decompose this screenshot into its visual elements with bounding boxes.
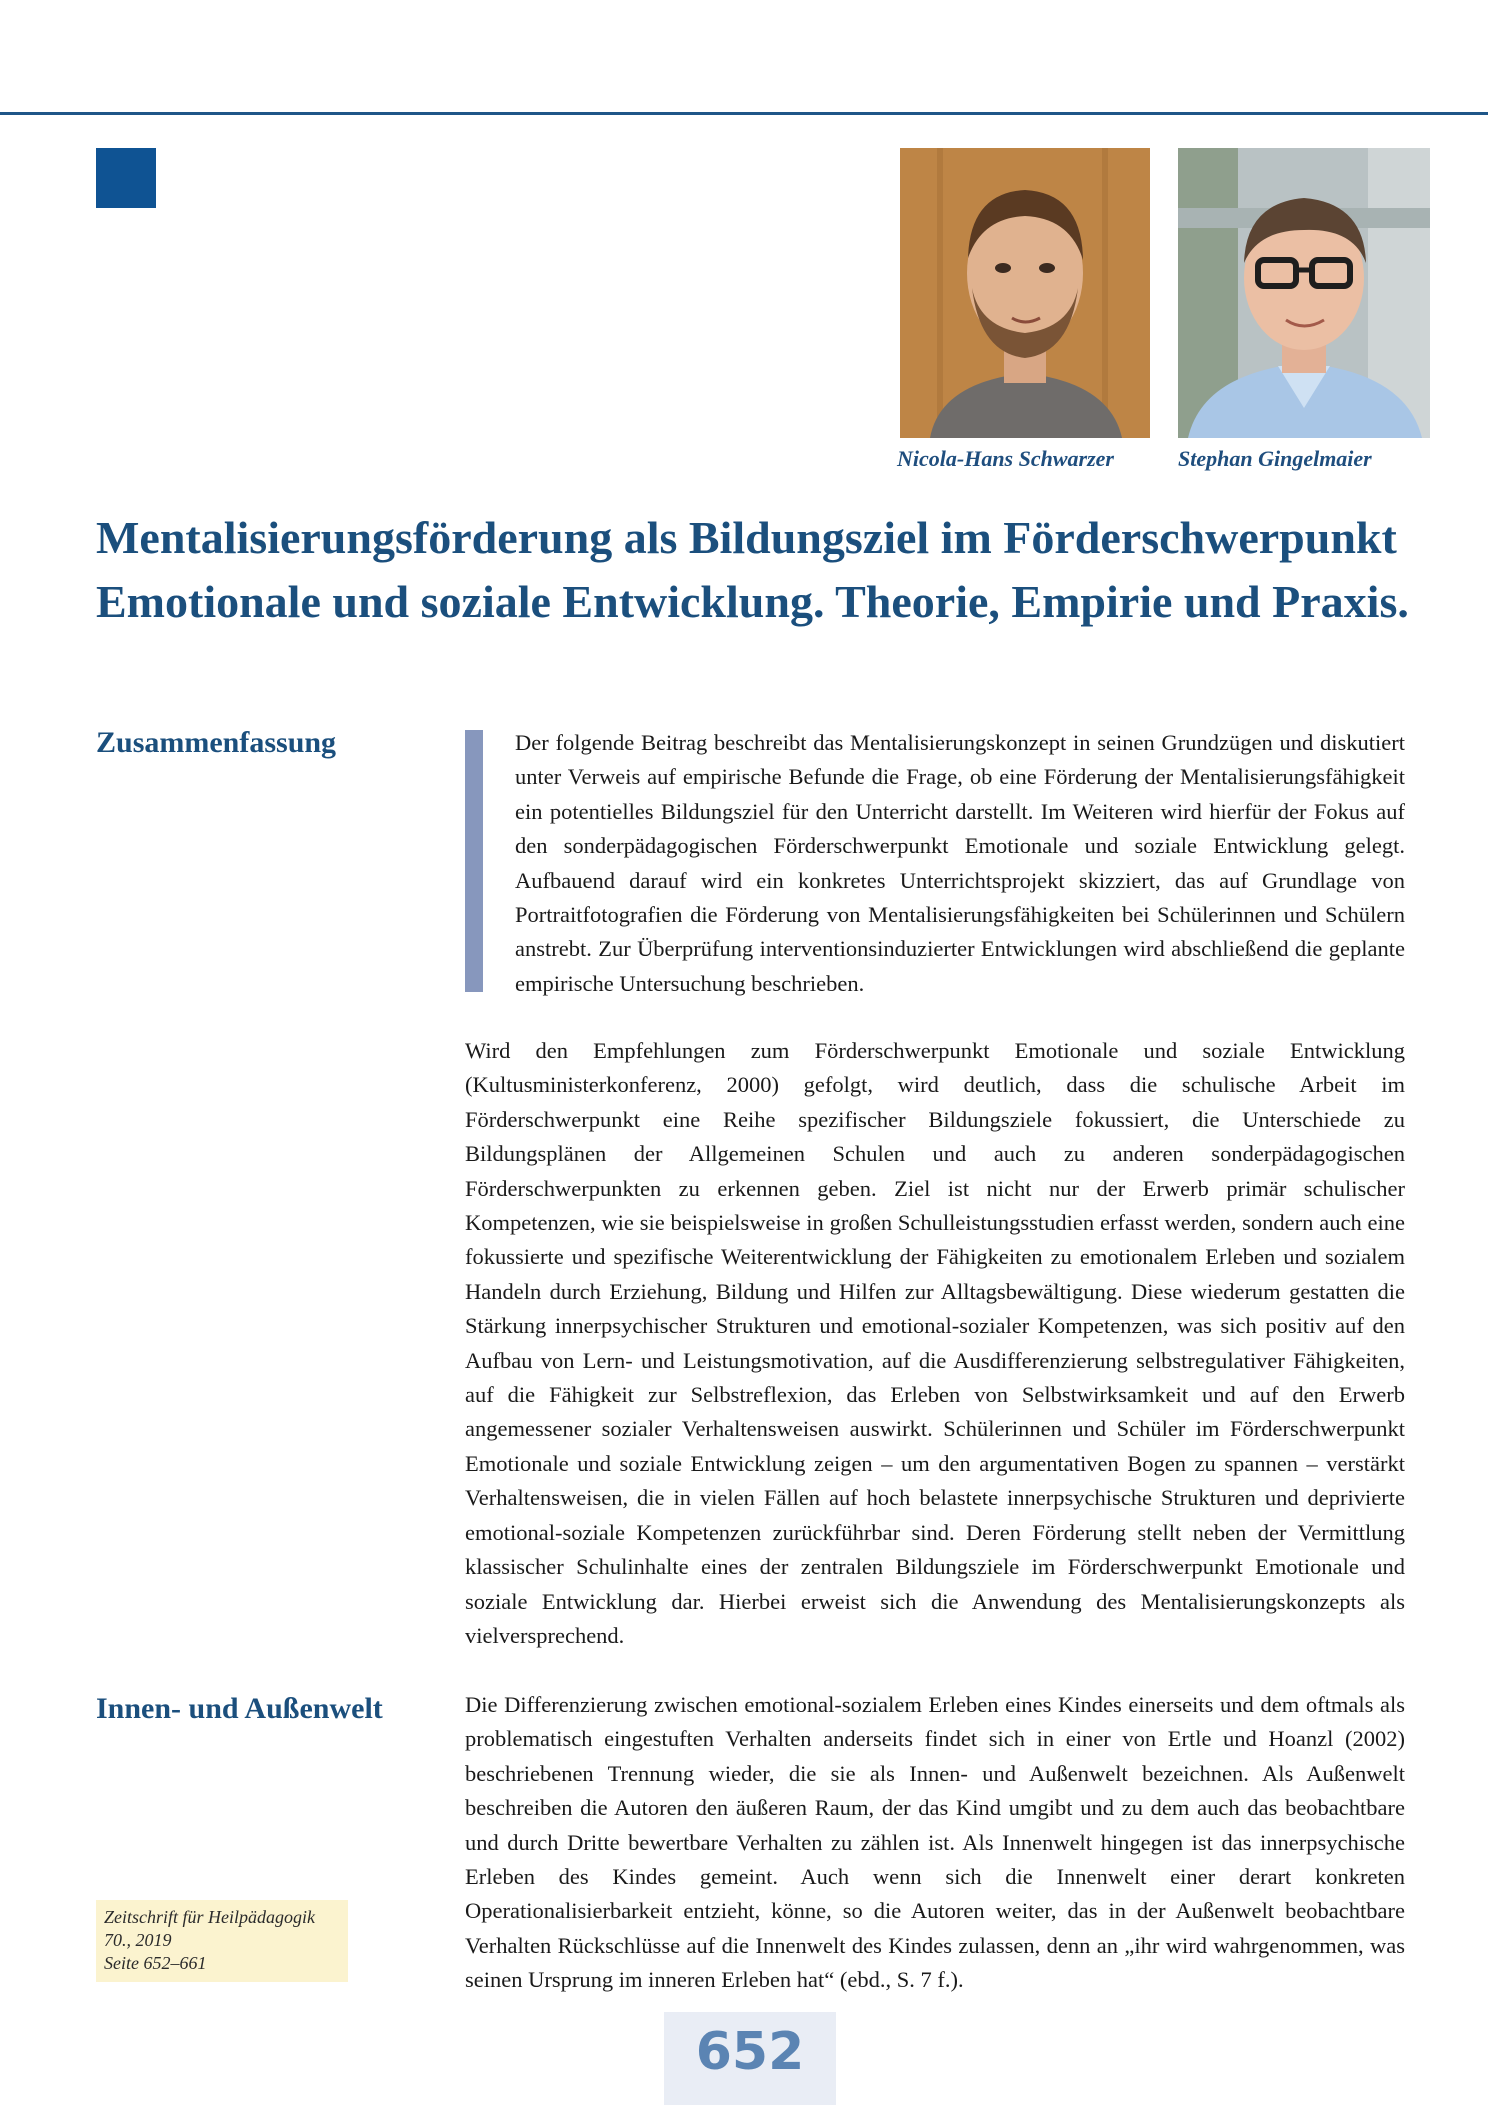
section-marker-square xyxy=(96,148,156,208)
journal-volume: 70., 2019 xyxy=(104,1930,172,1950)
journal-info-box xyxy=(96,1900,348,1982)
article-title: Mentalisierungsförderung als Bildungsziel im Förderschwerpunkt Emotionale und soziale Entwicklung. Theorie, Empirie und Praxis. xyxy=(96,512,1409,627)
page-number-box xyxy=(664,2012,836,2105)
page-number: 652 xyxy=(695,2022,805,2082)
author-photo-schwarzer xyxy=(900,148,1150,438)
body-paragraph: Die Differenzierung zwischen emotional-sozialem Erleben eines Kindes einerseits und dem oftmals als problematisch eingestuften Verhalten anderseits findet sich in einer von Ertle und Hoanzl (2002) beschriebenen Trennung wieder, die sie als Innen- und Außenwelt bezeichnen. Als Außenwelt beschreiben die Autoren den äußeren Raum, der das Kind umgibt und zu dem auch das beobachtbare und durch Dritte bewertbare Verhalten zu zählen ist. Als Innenwelt hingegen ist das innerpsychische Erleben des Kindes gemeint. Auch wenn sich die Innenwelt einer derart konkreten Operationalisierbarkeit entzieht, könne, so die Autoren weiter, das in der Außenwelt beobachtbare Verhalten Rückschlüsse auf die Innenwelt des Kindes zulassen, denn an „ihr wird wahrgenommen, was seinen Ursprung im inneren Erleben hat“ (ebd., S. 7 f.). xyxy=(465,1692,1405,1993)
abstract-bar xyxy=(465,730,483,992)
summary-heading: Zusammenfassung xyxy=(96,726,337,759)
body-paragraph: Wird den Empfehlungen zum Förderschwerpunkt Emotionale und soziale Entwicklung (Kultusministerkonferenz, 2000) gefolgt, wird deutlich, dass die schulische Arbeit im Förderschwerpunkt eine Reihe spezifischer Bildungsziele fokussiert, die Unterschiede zu Bildungsplänen der Allgemeinen Schulen und auch zu anderen sonderpädagogischen Förderschwerpunkten zu erkennen geben. Ziel ist nicht nur der Erwerb primär schulischer Kompetenzen, wie sie beispielsweise in großen Schulleistungsstudien erfasst werden, sondern auch eine fokussierte und spezifische Weiterentwicklung der Fähigkeiten zu emotionalem Erleben und sozialem Handeln durch Erziehung, Bildung und Hilfen zur Alltagsbewältigung. Diese wiederum gestatten die Stärkung innerpsychischer Strukturen und emotional-sozialer Kompetenzen, was sich positiv auf den Aufbau von Lern- und Leistungsmotivation, auf die Ausdifferenzierung selbstregulativer Fähigkeiten, auf die Fähigkeit zur Selbstreflexion, das Erleben von Selbstwirksamkeit und auf den Erwerb angemessener sozialer Verhaltensweisen auswirkt. Schülerinnen und Schüler im Förderschwerpunkt Emotionale und soziale Entwicklung zeigen – um den argumentativen Bogen zu spannen – verstärkt Verhaltensweisen, die in vielen Fällen auf hoch belastete innerpsychische Strukturen und deprivierte emotional-soziale Kompetenzen zurückführbar sind. Deren Förderung stellt neben der Vermittlung klassischer Schulinhalte eines der zentralen Bildungsziele im Förderschwerpunkt Emotionale und soziale Entwicklung dar. Hierbei erweist sich die Anwendung des Mentalisierungskonzepts als vielversprechend. xyxy=(465,1038,1405,1648)
journal-name: Zeitschrift für Heilpädagogik xyxy=(104,1907,315,1927)
author-caption: Nicola-Hans Schwarzer xyxy=(897,446,1114,471)
author-caption: Stephan Gingelmaier xyxy=(1178,446,1372,471)
journal-pages: Seite 652–661 xyxy=(104,1953,207,1973)
inner-outer-heading: Innen- und Außenwelt xyxy=(96,1692,383,1725)
top-rule xyxy=(0,112,1488,115)
author-photo-gingelmaier xyxy=(1178,148,1430,438)
abstract-text: Der folgende Beitrag beschreibt das Mentalisierungskonzept in seinen Grundzügen und diskutiert unter Verweis auf empirische Befunde die Frage, ob eine Förderung der Mentalisierungsfähigkeit ein potentielles Bildungsziel für den Unterricht darstellt. Im Weiteren wird hierfür der Fokus auf den sonderpädagogischen Förderschwerpunkt Emotionale und soziale Entwicklung gelegt. Aufbauend darauf wird ein konkretes Unterrichtsprojekt skizziert, das auf Grundlage von Portraitfotografien die Förderung von Mentalisierungsfähigkeiten bei Schülerinnen und Schülern anstrebt. Zur Überprüfung interventionsinduzierter Entwicklungen wird abschließend die geplante empirische Untersuchung beschrieben. xyxy=(515,730,1405,996)
